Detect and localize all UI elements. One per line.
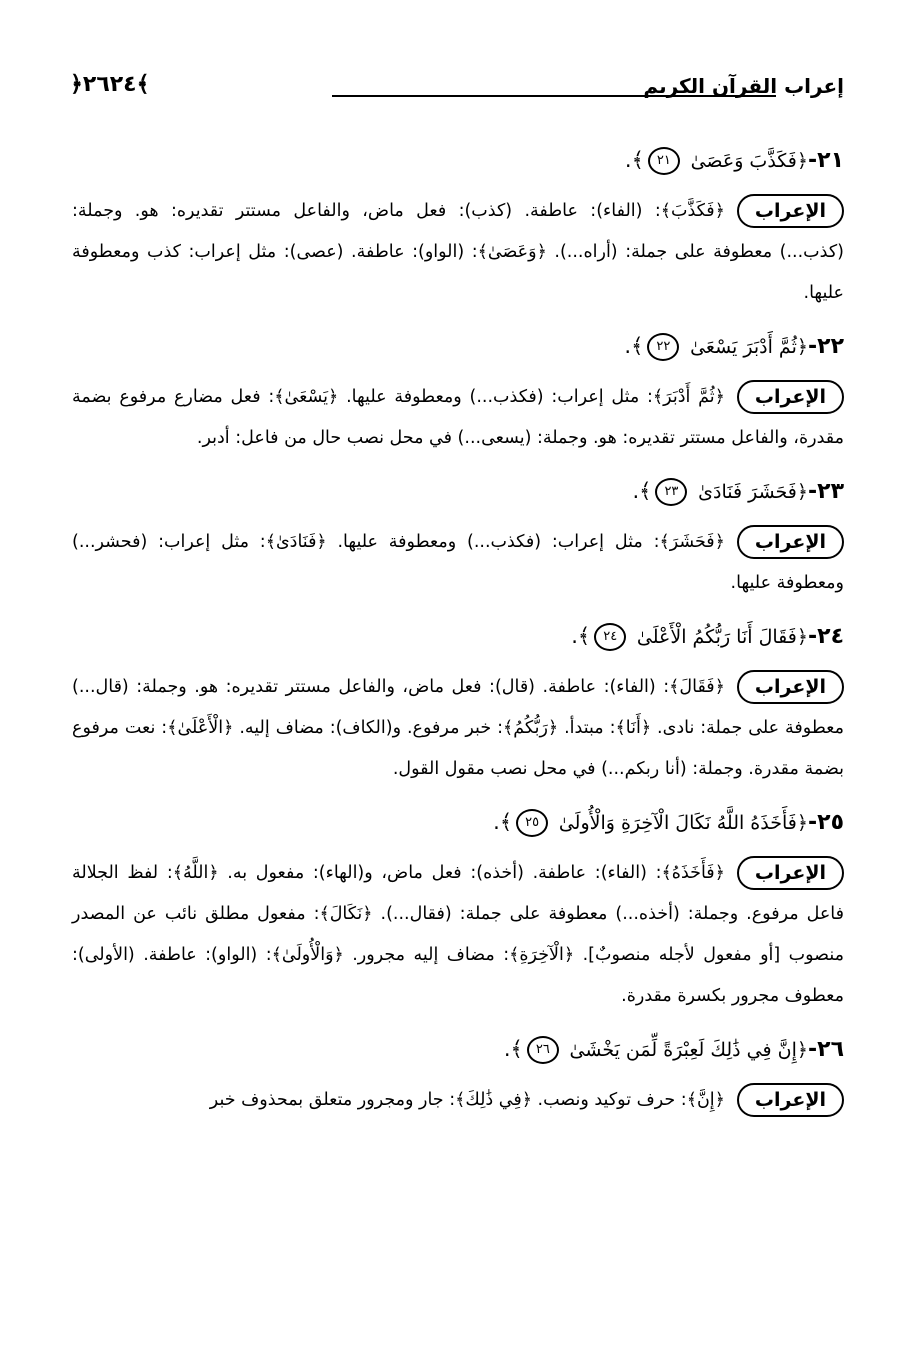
verse-close: ﴾. <box>571 624 591 648</box>
verse-close: ﴾. <box>632 479 652 503</box>
page-number: ﴿٢٦٢٤﴾ <box>70 72 150 97</box>
verse-23 <box>72 469 844 514</box>
irab-text: ﴿فَحَشَرَ﴾: مثل إعراب: (فكذب...) ومعطوفة عليها. ﴿فَنَادَىٰ﴾: مثل إعراب: (فحشر...) ومعطوفة عليها. <box>72 532 844 593</box>
irab-paragraph <box>72 191 844 314</box>
irab-text: ﴿ثُمَّ أَدْبَرَ﴾: مثل إعراب: (فكذب...) ومعطوفة عليها. ﴿يَسْعَىٰ﴾: فعل مضارع مرفوع بضمة مقدرة، والفاعل مستتر تقديره: هو. وجملة: (يسعى...) في محل نصب حال من فاعل: أدبر. <box>72 387 844 448</box>
ayah-number-icon: ٢١ <box>648 147 680 175</box>
verse-25 <box>72 800 844 845</box>
irab-paragraph <box>72 377 844 459</box>
verse-number: ٢١- <box>808 148 844 173</box>
verse-number: ٢٤- <box>808 624 844 649</box>
verse-text: ﴿فَكَذَّبَ وَعَصَىٰ <box>690 150 808 172</box>
verse-text: ﴿فَأَخَذَهُ اللَّهُ نَكَالَ الْآخِرَةِ وَالْأُولَىٰ <box>558 812 808 834</box>
verse-number: ٢٥- <box>808 810 844 835</box>
book-title: إعراب القرآن الكريم <box>643 74 844 98</box>
irab-paragraph <box>72 1080 844 1121</box>
verse-close: ﴾. <box>503 1037 523 1061</box>
irab-label: الإعراب <box>737 1083 844 1117</box>
irab-paragraph <box>72 667 844 790</box>
irab-text: ﴿فَقَالَ﴾: (الفاء): عاطفة. (قال): فعل ماض، والفاعل مستتر تقديره: هو. وجملة: (قال...) معطوفة على جملة: نادى. ﴿أَنَا﴾: مبتدأ. ﴿رَبُّكُمُ﴾: خبر مرفوع. و(الكاف): مضاف إليه. ﴿الْأَعْلَىٰ﴾: نعت مرفوع بضمة مقدرة. وجملة: (أنا ربكم...) في محل نصب مقول القول. <box>72 677 844 779</box>
ayah-number-icon: ٢٣ <box>655 478 687 506</box>
verse-number: ٢٣- <box>808 479 844 504</box>
page-content <box>72 138 844 1131</box>
verse-21 <box>72 138 844 183</box>
ayah-number-icon: ٢٥ <box>516 809 548 837</box>
irab-paragraph <box>72 853 844 1017</box>
verse-text: ﴿إِنَّ فِي ذَٰلِكَ لَعِبْرَةً لِّمَن يَخْشَىٰ <box>569 1039 808 1061</box>
verse-close: ﴾. <box>624 148 644 172</box>
ayah-number-icon: ٢٢ <box>647 333 679 361</box>
ayah-number-icon: ٢٦ <box>527 1036 559 1064</box>
ayah-number-icon: ٢٤ <box>594 623 626 651</box>
verse-22 <box>72 324 844 369</box>
irab-label: الإعراب <box>737 380 844 414</box>
verse-24 <box>72 614 844 659</box>
verse-26 <box>72 1027 844 1072</box>
irab-text: ﴿إِنَّ﴾: حرف توكيد ونصب. ﴿فِي ذَٰلِكَ﴾: جار ومجرور متعلق بمحذوف خبر <box>209 1090 725 1110</box>
verse-close: ﴾. <box>493 810 513 834</box>
irab-label: الإعراب <box>737 856 844 890</box>
verse-number: ٢٢- <box>808 334 844 359</box>
verse-text: ﴿فَقَالَ أَنَا رَبُّكُمُ الْأَعْلَىٰ <box>636 626 808 648</box>
irab-text: ﴿فَكَذَّبَ﴾: (الفاء): عاطفة. (كذب): فعل ماض، والفاعل مستتر تقديره: هو. وجملة: (كذب...) معطوفة على جملة: (أراه...). ﴿وَعَصَىٰ﴾: (الواو): عاطفة. (عصى): مثل إعراب: كذب ومعطوفة عليها. <box>72 201 844 303</box>
irab-label: الإعراب <box>737 670 844 704</box>
verse-number: ٢٦- <box>808 1037 844 1062</box>
irab-label: الإعراب <box>737 525 844 559</box>
page-header <box>70 72 844 112</box>
verse-text: ﴿فَحَشَرَ فَنَادَىٰ <box>698 481 808 503</box>
irab-label: الإعراب <box>737 194 844 228</box>
verse-text: ﴿ثُمَّ أَدْبَرَ يَسْعَىٰ <box>690 336 808 358</box>
irab-text: ﴿فَأَخَذَهُ﴾: (الفاء): عاطفة. (أخذه): فعل ماض، و(الهاء): مفعول به. ﴿اللَّهُ﴾: لفظ الجلالة فاعل مرفوع. وجملة: (أخذه...) معطوفة على جملة: (فقال...). ﴿نَكَالَ﴾: مفعول مطلق نائب عن المصدر منصوب [أو مفعول لأجله منصوبٌ]. ﴿الْآخِرَةِ﴾: مضاف إليه مجرور. ﴿وَالْأُولَىٰ﴾: (الواو): عاطفة. (الأولى): معطوف مجرور بكسرة مقدرة. <box>72 863 844 1006</box>
irab-paragraph <box>72 522 844 604</box>
verse-close: ﴾. <box>624 334 644 358</box>
